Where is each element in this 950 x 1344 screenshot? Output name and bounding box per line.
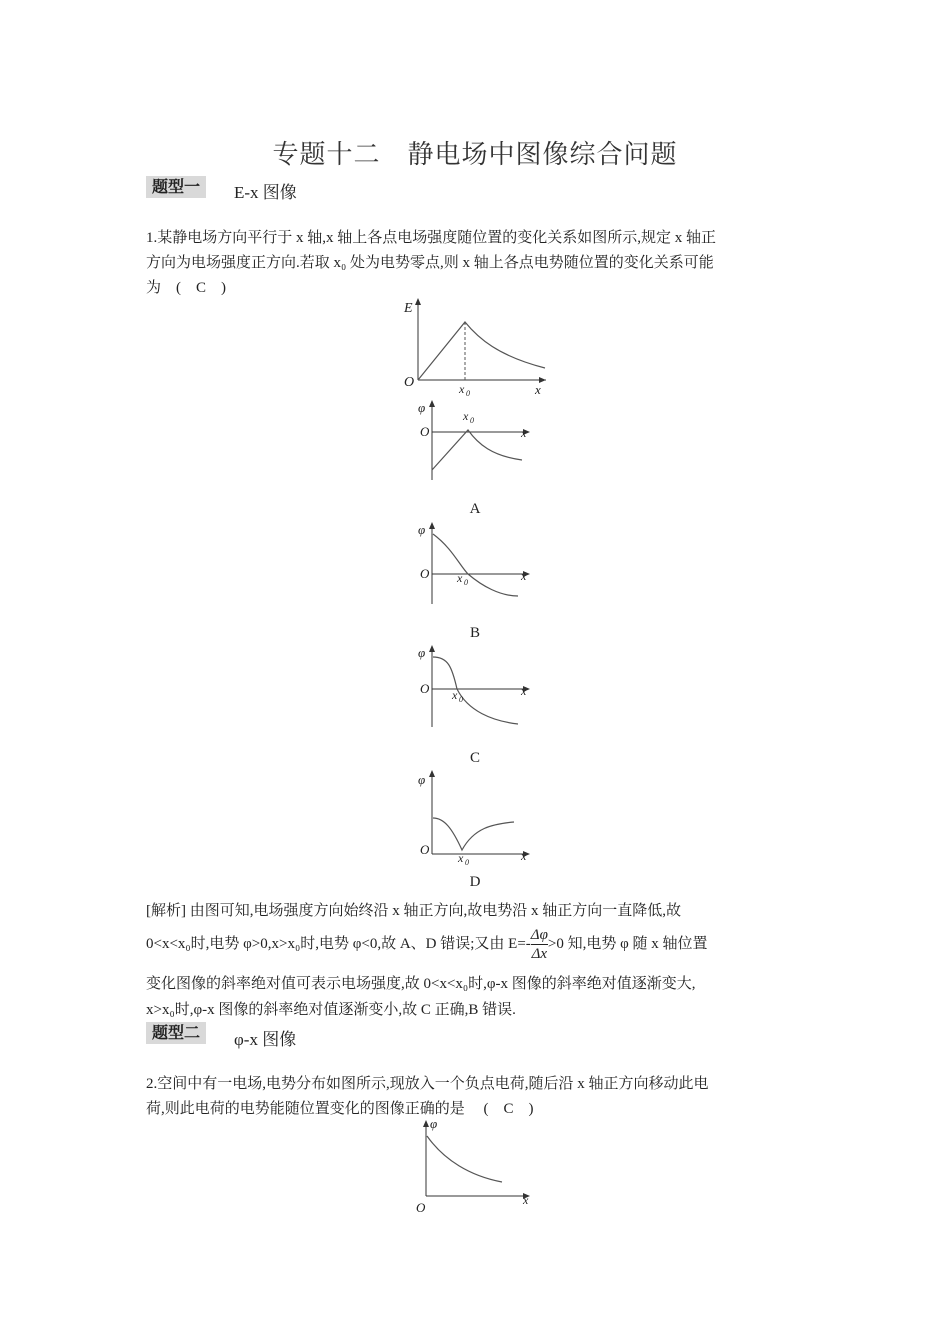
svg-text:0: 0 (470, 416, 474, 425)
solution1-line-4: x>x₀时,φ-x 图像的斜率绝对值逐渐变小,故 C 正确,B 错误. (146, 1002, 516, 1018)
option-c-graph (412, 641, 542, 731)
x-axis-label: x (535, 382, 541, 397)
q1-line-2: 方向为电场强度正方向.若取 x₀ 处为电势零点,则 x 轴上各点电势随位置的变化关系可能 (146, 255, 714, 271)
option-d-curve (433, 818, 514, 850)
e-x-graph (398, 294, 558, 398)
q2-line-1: 2.空间中有一电场,电势分布如图所示,现放入一个负点电荷,随后沿 x 轴正方向移动此电 (146, 1076, 709, 1092)
svg-text:x: x (457, 571, 463, 585)
q2-line-2: 荷,则此电荷的电势能随位置变化的图像正确的是 ( C ) (146, 1101, 534, 1117)
svg-text:φ: φ (418, 772, 426, 787)
y-axis-arrow-icon (429, 770, 435, 777)
svg-text:x: x (521, 684, 527, 698)
svg-text:O: O (420, 842, 430, 857)
svg-text:O: O (420, 424, 430, 439)
svg-text:O: O (416, 1200, 426, 1215)
option-c-curve (433, 657, 518, 724)
option-c-label: C (469, 750, 480, 766)
page-title: 专题十二 静电场中图像综合问题 (272, 140, 678, 170)
svg-text:φ: φ (430, 1116, 438, 1131)
option-d-label: D (469, 874, 481, 890)
svg-text:x: x (521, 569, 527, 583)
solution1-line-2: 0<x<x₀时,电势 φ>0,x>x₀时,电势 φ<0,故 A、D 错误;又由 E=- $\frac{\Delta\varphi}{\Delta x}$ >0 知,电势 φ 随 x 轴位置 (146, 927, 708, 962)
x0-label: x (459, 382, 465, 396)
y-axis-arrow-icon (423, 1120, 429, 1127)
e-axis-label: E (404, 301, 413, 316)
phi-x-graph (410, 1116, 542, 1216)
svg-text:x: x (458, 851, 464, 865)
svg-text:x: x (523, 1193, 529, 1207)
q1-line-1: 1.某静电场方向平行于 x 轴,x 轴上各点电场强度随位置的变化关系如图所示,规定 x 轴正 (146, 230, 717, 246)
svg-text:x: x (521, 426, 527, 440)
q1-line-3: 为 ( C ) (146, 280, 226, 296)
svg-text:O: O (420, 566, 430, 581)
solution1-line-3: 变化图像的斜率绝对值可表示电场强度,故 0<x<x₀时,φ-x 图像的斜率绝对值逐渐变大, (146, 976, 696, 992)
option-a-curve (432, 430, 522, 470)
x0-sub: 0 (466, 389, 470, 398)
option-d-graph (412, 766, 542, 866)
e-curve (418, 322, 545, 380)
svg-text:0: 0 (465, 858, 469, 866)
svg-text:0: 0 (459, 695, 463, 704)
y-axis-arrow-icon (429, 400, 435, 407)
phi-curve (427, 1136, 502, 1182)
svg-text:x: x (521, 849, 527, 863)
svg-text:x: x (463, 409, 469, 423)
option-b-graph (412, 518, 542, 608)
option-a-graph (412, 396, 542, 486)
svg-text:0: 0 (464, 578, 468, 587)
svg-text:O: O (420, 681, 430, 696)
section-badge-1: 题型一 (146, 176, 206, 198)
section-heading-1: E-x 图像 (234, 183, 297, 202)
origin-label: O (404, 375, 415, 390)
svg-text:φ: φ (418, 522, 426, 537)
section-badge-2: 题型二 (146, 1022, 206, 1044)
svg-text:x: x (452, 688, 458, 702)
svg-text:φ: φ (418, 645, 426, 660)
option-b-curve (433, 534, 518, 596)
svg-text:φ: φ (418, 400, 426, 415)
section-heading-2: φ-x 图像 (234, 1030, 297, 1049)
y-axis-arrow-icon (429, 522, 435, 529)
y-axis-arrow-icon (429, 645, 435, 652)
option-a-label: A (469, 501, 481, 517)
solution1-line-1: [解析] 由图可知,电场强度方向始终沿 x 轴正方向,故电势沿 x 轴正方向一直降低,故 (146, 903, 681, 919)
y-axis-arrow-icon (415, 298, 421, 305)
option-b-label: B (469, 625, 480, 641)
